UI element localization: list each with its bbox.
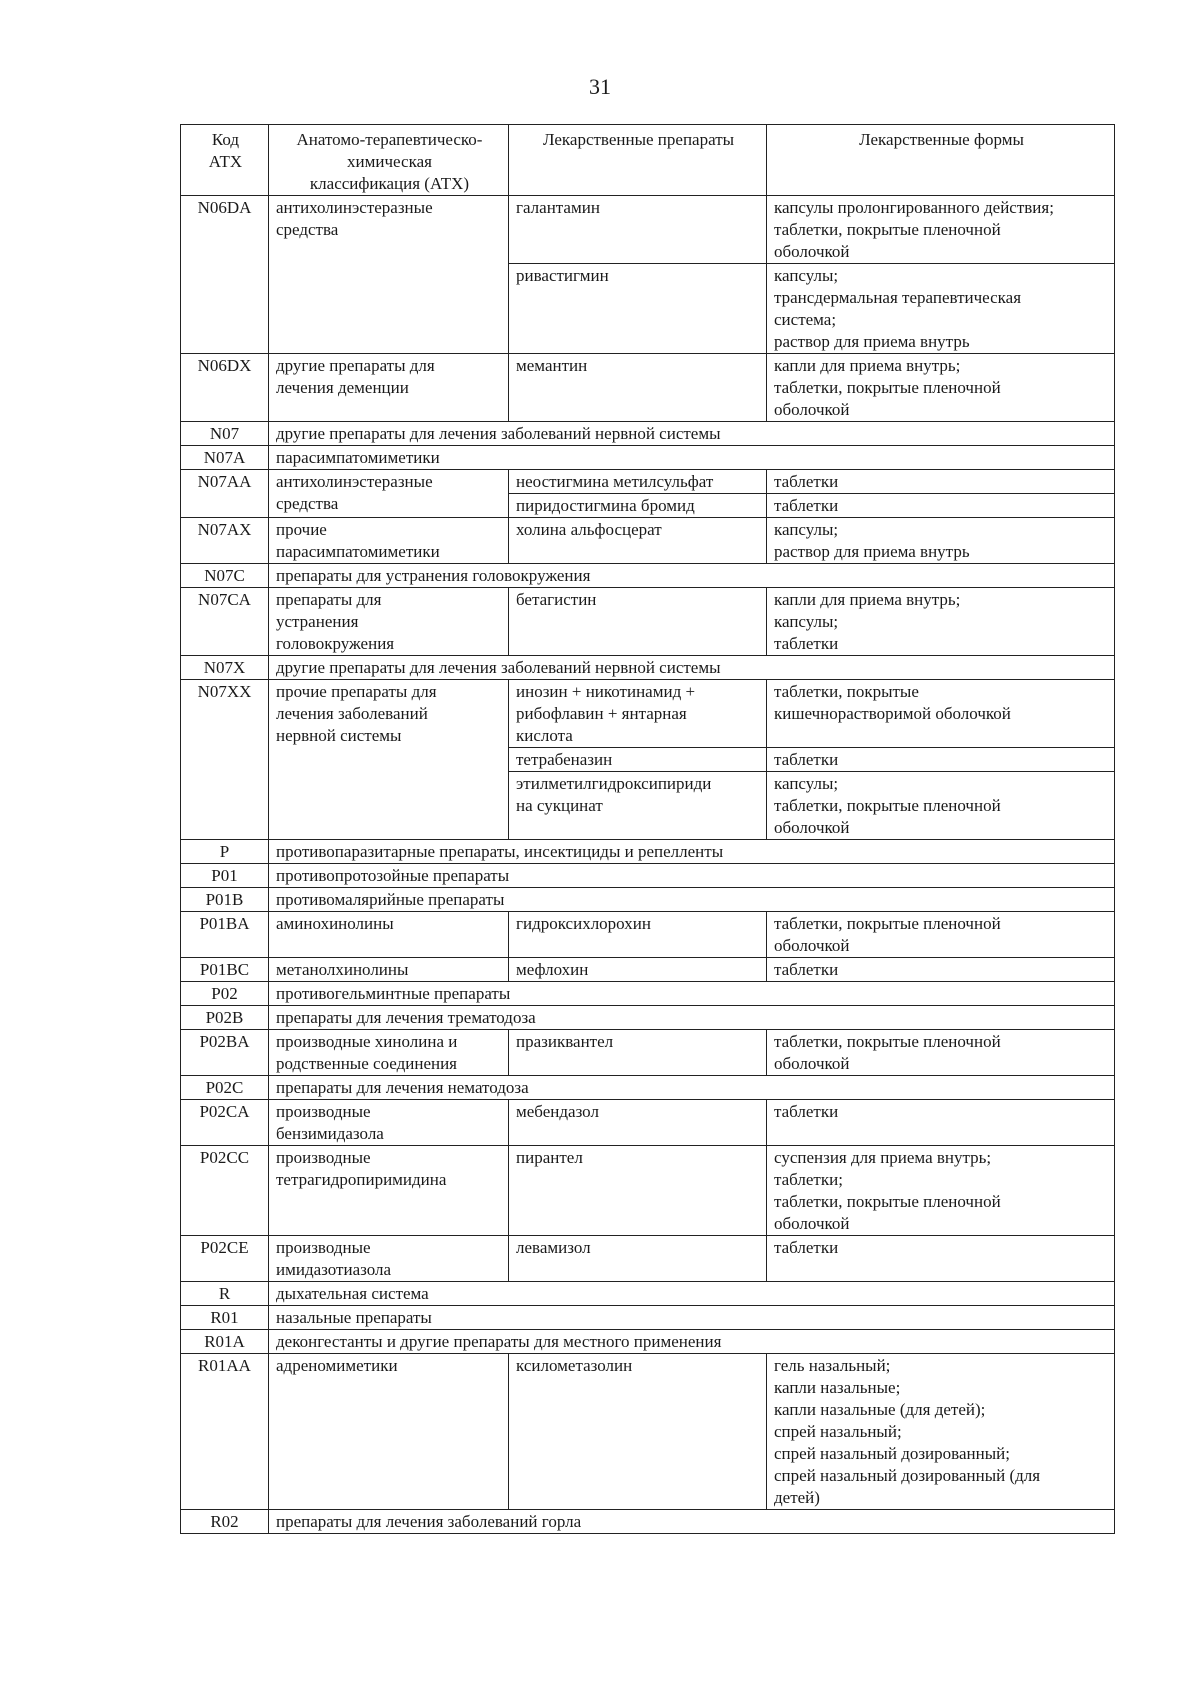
- atx-classification: прочие препараты для лечения заболеваний нервной системы: [269, 680, 509, 840]
- atx-code: P02CC: [181, 1146, 269, 1236]
- dosage-forms: таблетки: [767, 1100, 1115, 1146]
- table-row: [181, 354, 1115, 422]
- atx-code: P02: [181, 982, 269, 1006]
- atx-code: N07CA: [181, 588, 269, 656]
- atx-code: P02B: [181, 1006, 269, 1030]
- dosage-forms: капли для приема внутрь; капсулы; таблетки: [767, 588, 1115, 656]
- dosage-forms: капли для приема внутрь; таблетки, покрытые пленочной оболочкой: [767, 354, 1115, 422]
- atx-code: N07AX: [181, 518, 269, 564]
- drug-name: холина альфосцерат: [509, 518, 767, 564]
- table-row: [181, 1100, 1115, 1146]
- atx-classification: антихолинэстеразные средства: [269, 196, 509, 354]
- atx-classification: производные тетрагидропиримидина: [269, 1146, 509, 1236]
- table-row: [181, 1030, 1115, 1076]
- atx-code: N06DX: [181, 354, 269, 422]
- group-title: препараты для устранения головокружения: [269, 564, 1115, 588]
- dosage-forms: таблетки: [767, 748, 1115, 772]
- header-classification: Анатомо-терапевтическо- химическая классификация (АТХ): [269, 125, 509, 196]
- table-row: [181, 588, 1115, 656]
- table-row: [181, 1510, 1115, 1534]
- atx-classification: производные имидазотиазола: [269, 1236, 509, 1282]
- drug-name: мебендазол: [509, 1100, 767, 1146]
- table-row: [181, 958, 1115, 982]
- dosage-forms: таблетки, покрытые пленочной оболочкой: [767, 1030, 1115, 1076]
- atx-code: P02C: [181, 1076, 269, 1100]
- atx-code: P02BA: [181, 1030, 269, 1076]
- table-row: [181, 656, 1115, 680]
- group-title: деконгестанты и другие препараты для местного применения: [269, 1330, 1115, 1354]
- group-title: парасимпатомиметики: [269, 446, 1115, 470]
- table-row: [181, 1076, 1115, 1100]
- dosage-forms: гель назальный; капли назальные; капли назальные (для детей); спрей назальный; спрей назальный дозированный; спрей назальный дозированный (для детей): [767, 1354, 1115, 1510]
- group-title: противопротозойные препараты: [269, 864, 1115, 888]
- dosage-forms: таблетки: [767, 470, 1115, 494]
- atx-classification: препараты для устранения головокружения: [269, 588, 509, 656]
- atx-code: N06DA: [181, 196, 269, 354]
- header-drugs: Лекарственные препараты: [509, 125, 767, 196]
- atx-code: P01BC: [181, 958, 269, 982]
- atx-classification: метанолхинолины: [269, 958, 509, 982]
- table-row: [181, 446, 1115, 470]
- table-row: [181, 864, 1115, 888]
- drug-name: тетрабеназин: [509, 748, 767, 772]
- table-row: [181, 1006, 1115, 1030]
- table-row: [181, 912, 1115, 958]
- drug-name: ривастигмин: [509, 264, 767, 354]
- drug-name: левамизол: [509, 1236, 767, 1282]
- table-row: [181, 196, 1115, 264]
- drug-name: ксилометазолин: [509, 1354, 767, 1510]
- dosage-forms: таблетки, покрытые пленочной оболочкой: [767, 912, 1115, 958]
- drug-name: бетагистин: [509, 588, 767, 656]
- group-title: препараты для лечения трематодоза: [269, 1006, 1115, 1030]
- drug-name: мемантин: [509, 354, 767, 422]
- table-body: [181, 196, 1115, 1534]
- drug-name: гидроксихлорохин: [509, 912, 767, 958]
- atx-classification: производные бензимидазола: [269, 1100, 509, 1146]
- drug-name: неостигмина метилсульфат: [509, 470, 767, 494]
- dosage-forms: капсулы; раствор для приема внутрь: [767, 518, 1115, 564]
- table-row: [181, 1306, 1115, 1330]
- table-header-row: [181, 125, 1115, 196]
- table-row: [181, 1282, 1115, 1306]
- atx-classification: производные хинолина и родственные соединения: [269, 1030, 509, 1076]
- table-row: [181, 564, 1115, 588]
- atx-code: P02CE: [181, 1236, 269, 1282]
- group-title: препараты для лечения нематодоза: [269, 1076, 1115, 1100]
- drug-name: пиридостигмина бромид: [509, 494, 767, 518]
- atx-code: P01BA: [181, 912, 269, 958]
- table-row: [181, 680, 1115, 748]
- dosage-forms: капсулы пролонгированного действия; таблетки, покрытые пленочной оболочкой: [767, 196, 1115, 264]
- atx-code: N07X: [181, 656, 269, 680]
- drug-name: празиквантел: [509, 1030, 767, 1076]
- drug-name: мефлохин: [509, 958, 767, 982]
- dosage-forms: капсулы; таблетки, покрытые пленочной оболочкой: [767, 772, 1115, 840]
- atx-code: R01: [181, 1306, 269, 1330]
- table-row: [181, 1330, 1115, 1354]
- table-row: [181, 422, 1115, 446]
- dosage-forms: таблетки: [767, 494, 1115, 518]
- atx-code: R: [181, 1282, 269, 1306]
- atx-classification: адреномиметики: [269, 1354, 509, 1510]
- atx-code: N07C: [181, 564, 269, 588]
- atx-code: R01A: [181, 1330, 269, 1354]
- atx-classification: антихолинэстеразные средства: [269, 470, 509, 518]
- table-row: [181, 470, 1115, 494]
- drug-name: галантамин: [509, 196, 767, 264]
- group-title: противопаразитарные препараты, инсектициды и репелленты: [269, 840, 1115, 864]
- table-row: [181, 1354, 1115, 1510]
- drug-name: инозин + никотинамид + рибофлавин + янтарная кислота: [509, 680, 767, 748]
- group-title: дыхательная система: [269, 1282, 1115, 1306]
- atx-code: N07XX: [181, 680, 269, 840]
- group-title: назальные препараты: [269, 1306, 1115, 1330]
- atx-code: P01B: [181, 888, 269, 912]
- atx-drug-table: [180, 124, 1115, 1534]
- table-row: [181, 1236, 1115, 1282]
- group-title: другие препараты для лечения заболеваний нервной системы: [269, 422, 1115, 446]
- header-forms: Лекарственные формы: [767, 125, 1115, 196]
- header-code: Код АТХ: [181, 125, 269, 196]
- dosage-forms: таблетки: [767, 1236, 1115, 1282]
- atx-classification: другие препараты для лечения деменции: [269, 354, 509, 422]
- table-row: [181, 888, 1115, 912]
- dosage-forms: таблетки, покрытые кишечнорастворимой оболочкой: [767, 680, 1115, 748]
- atx-classification: прочие парасимпатомиметики: [269, 518, 509, 564]
- page-number: 31: [589, 74, 611, 99]
- group-title: другие препараты для лечения заболеваний нервной системы: [269, 656, 1115, 680]
- table-row: [181, 518, 1115, 564]
- atx-code: R01AA: [181, 1354, 269, 1510]
- table-row: [181, 1146, 1115, 1236]
- table-row: [181, 840, 1115, 864]
- atx-code: R02: [181, 1510, 269, 1534]
- dosage-forms: суспензия для приема внутрь; таблетки; таблетки, покрытые пленочной оболочкой: [767, 1146, 1115, 1236]
- drug-name: пирантел: [509, 1146, 767, 1236]
- dosage-forms: таблетки: [767, 958, 1115, 982]
- atx-classification: аминохинолины: [269, 912, 509, 958]
- group-title: противогельминтные препараты: [269, 982, 1115, 1006]
- atx-code: P01: [181, 864, 269, 888]
- atx-code: P: [181, 840, 269, 864]
- atx-code: N07A: [181, 446, 269, 470]
- dosage-forms: капсулы; трансдермальная терапевтическая система; раствор для приема внутрь: [767, 264, 1115, 354]
- drug-name: этилметилгидроксипириди на сукцинат: [509, 772, 767, 840]
- atx-code: N07: [181, 422, 269, 446]
- group-title: препараты для лечения заболеваний горла: [269, 1510, 1115, 1534]
- atx-code: N07AA: [181, 470, 269, 518]
- table-row: [181, 982, 1115, 1006]
- atx-code: P02CA: [181, 1100, 269, 1146]
- group-title: противомалярийные препараты: [269, 888, 1115, 912]
